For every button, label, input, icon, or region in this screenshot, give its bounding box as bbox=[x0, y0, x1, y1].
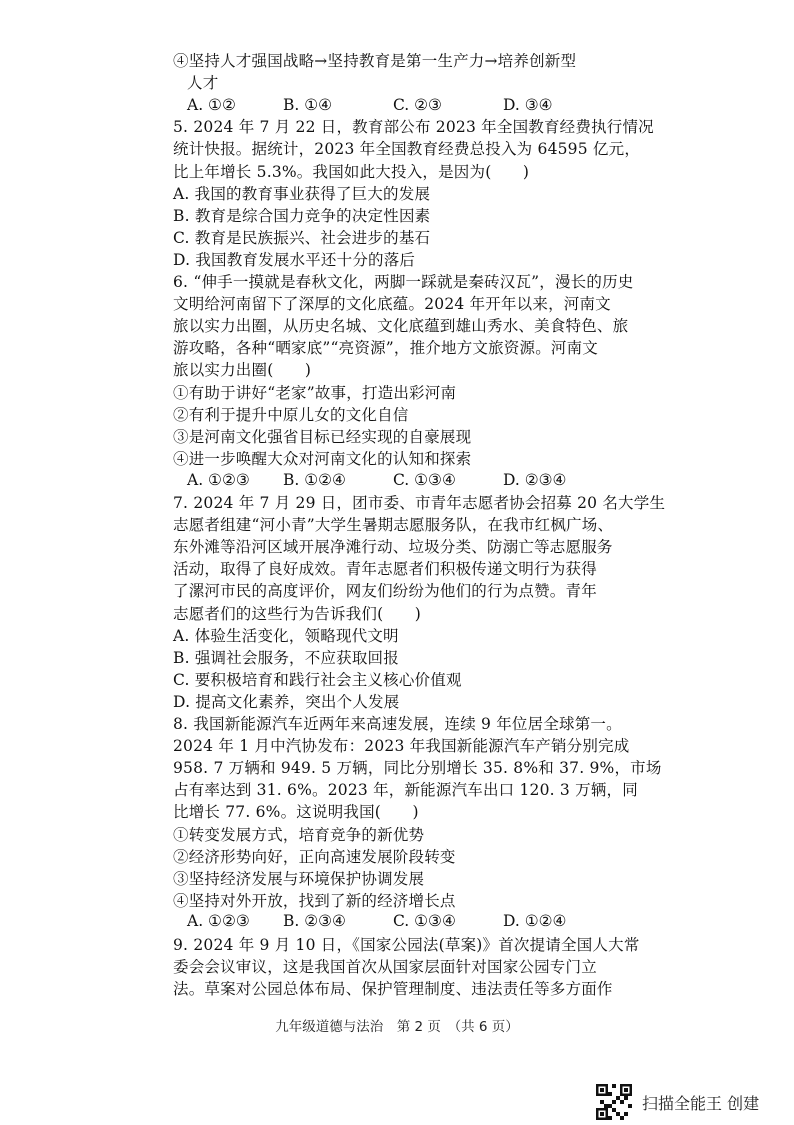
text-line: ①有助于讲好“老家”故事，打造出彩河南 bbox=[173, 383, 457, 402]
text-line: 5. 2024 年 7 月 22 日，教育部公布 2023 年全国教育经费执行情况 bbox=[173, 118, 654, 137]
text-line: A. 体验生活变化，领略现代文明 bbox=[173, 626, 399, 645]
text-line: B. 教育是综合国力竞争的决定性因素 bbox=[173, 206, 431, 225]
text-line: 比上年增长 5.3%。我国如此大投入，是因为( ) bbox=[173, 162, 530, 181]
option-a: A. ①②③ bbox=[187, 912, 250, 930]
text-line: D. 我国教育发展水平还十分的落后 bbox=[173, 250, 416, 269]
text-line: ④坚持人才强国战略→坚持教育是第一生产力→培养创新型 bbox=[173, 52, 577, 70]
text-line: 人才 bbox=[187, 74, 219, 93]
text-line: 法。草案对公园总体布局、保护管理制度、违法责任等多方面作 bbox=[173, 980, 613, 999]
option-d: D. ②③④ bbox=[503, 471, 567, 489]
text-line: 旅以实力出圈( ) bbox=[173, 361, 312, 380]
scanner-app-label: 扫描全能王 创建 bbox=[642, 1093, 760, 1113]
text-line: 比增长 77. 6%。这说明我国( ) bbox=[173, 803, 419, 822]
text-line: 旅以实力出圈，从历史名城、文化底蕴到雄山秀水、美食特色、旅 bbox=[173, 317, 629, 336]
text-line: 8. 我国新能源汽车近两年来高速发展，连续 9 年位居全球第一。 bbox=[173, 715, 622, 733]
text-line: ②有利于提升中原儿女的文化自信 bbox=[173, 405, 409, 424]
option-c: C. ①③④ bbox=[393, 912, 456, 930]
text-line: 占有率达到 31. 6%。2023 年，新能源汽车出口 120. 3 万辆，同 bbox=[173, 781, 638, 800]
text-line: 委会会议审议，这是我国首次从国家层面针对国家公园专门立 bbox=[173, 958, 597, 977]
text-line: C. 教育是民族振兴、社会进步的基石 bbox=[173, 228, 431, 247]
option-a: A. ①② bbox=[187, 96, 236, 114]
text-line: A. 我国的教育事业获得了巨大的发展 bbox=[173, 184, 431, 203]
text-line: 统计快报。据统计，2023 年全国教育经费总投入为 64595 亿元， bbox=[173, 140, 641, 159]
text-line: 6. “伸手一摸就是春秋文化，两脚一踩就是秦砖汉瓦”，漫长的历史 bbox=[173, 273, 634, 291]
text-line: 志愿者们的这些行为告诉我们( ) bbox=[173, 604, 421, 623]
text-line: 7. 2024 年 7 月 29 日，团市委、市青年志愿者协会招募 20 名大学生 bbox=[173, 494, 666, 512]
option-a: A. ①②③ bbox=[187, 471, 250, 489]
option-d: D. ①②④ bbox=[503, 912, 567, 930]
text-line: 文明给河南留下了深厚的文化底蕴。2024 年开年以来，河南文 bbox=[173, 295, 611, 314]
scanner-watermark bbox=[596, 1082, 759, 1122]
qr-code-icon bbox=[596, 1084, 632, 1120]
text-line: 志愿者组建“河小青”大学生暑期志愿服务队，在我市红枫广场、 bbox=[173, 516, 614, 535]
text-line: ④进一步唤醒大众对河南文化的认知和探索 bbox=[173, 449, 472, 468]
text-line: 958. 7 万辆和 949. 5 万辆，同比分别增长 35. 8%和 37. 9%，市场 bbox=[173, 759, 662, 778]
text-line: 游攻略，各种“晒家底”“亮资源”，推介地方文旅资源。河南文 bbox=[173, 339, 598, 358]
option-b: B. ①④ bbox=[283, 96, 333, 114]
text-line: 活动，取得了良好成效。青年志愿者们积极传递文明行为获得 bbox=[173, 560, 597, 579]
option-c: C. ②③ bbox=[393, 96, 442, 114]
options-q8 bbox=[187, 910, 566, 932]
text-line: 2024 年 1 月中汽协发布：2023 年我国新能源汽车产销分别完成 bbox=[173, 737, 630, 756]
options-q4 bbox=[187, 94, 553, 116]
text-line: ①转变发展方式，培育竞争的新优势 bbox=[173, 825, 425, 844]
text-line: ②经济形势向好，正向高速发展阶段转变 bbox=[173, 847, 456, 866]
option-c: C. ①③④ bbox=[393, 471, 456, 489]
text-line: ④坚持对外开放，找到了新的经济增长点 bbox=[173, 891, 456, 910]
text-line: ③坚持经济发展与环境保护协调发展 bbox=[173, 869, 425, 888]
text-line: D. 提高文化素养，突出个人发展 bbox=[173, 692, 400, 711]
text-line: C. 要积极培育和践行社会主义核心价值观 bbox=[173, 670, 462, 689]
options-q6 bbox=[187, 469, 566, 491]
option-d: D. ③④ bbox=[503, 96, 553, 114]
text-line: 东外滩等沿河区域开展净滩行动、垃圾分类、防溺亡等志愿服务 bbox=[173, 538, 613, 557]
text-line: 了漯河市民的高度评价，网友们纷纷为他们的行为点赞。青年 bbox=[173, 582, 597, 601]
option-b: B. ①②④ bbox=[283, 471, 346, 489]
option-b: B. ②③④ bbox=[283, 912, 346, 930]
text-line: ③是河南文化强省目标已经实现的自豪展现 bbox=[173, 427, 472, 446]
text-line: B. 强调社会服务，不应获取回报 bbox=[173, 648, 399, 667]
page-footer: 九年级道德与法治 第 2 页 （共 6 页） bbox=[275, 1019, 519, 1035]
text-line: 9. 2024 年 9 月 10 日，《国家公园法(草案)》首次提请全国人大常 bbox=[173, 936, 640, 954]
